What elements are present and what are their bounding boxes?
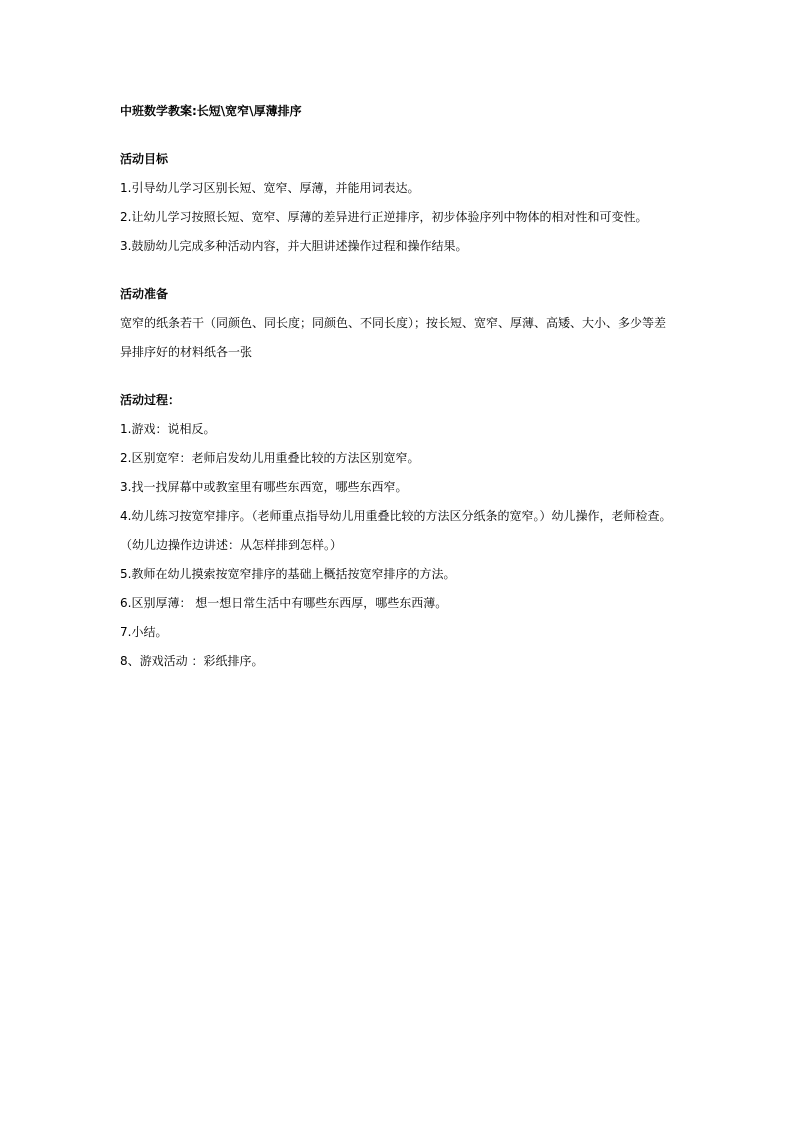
process-item: 3.找一找屏幕中或教室里有哪些东西宽，哪些东西窄。 bbox=[120, 480, 408, 494]
preparation-text-line: 宽窄的纸条若干（同颜色、同长度；同颜色、不同长度）；按长短、宽窄、厚薄、高矮、大小、多少等差 bbox=[120, 316, 667, 330]
process-item: 1.游戏：说相反。 bbox=[120, 422, 216, 436]
process-item: 2.区别宽窄：老师启发幼儿用重叠比较的方法区别宽窄。 bbox=[120, 451, 420, 465]
document-title: 中班数学教案:长短\宽窄\厚薄排序 bbox=[120, 104, 302, 118]
process-item: 7.小结。 bbox=[120, 625, 168, 639]
process-item: 6.区别厚薄： 想一想日常生活中有哪些东西厚，哪些东西薄。 bbox=[120, 596, 448, 610]
process-item: 4.幼儿练习按宽窄排序。（老师重点指导幼儿用重叠比较的方法区分纸条的宽窄。）幼儿操作，老师检查。 bbox=[120, 509, 672, 523]
process-section bbox=[120, 390, 680, 671]
process-heading: 活动过程： bbox=[120, 393, 181, 407]
goal-item: 3.鼓励幼儿完成多种活动内容，并大胆讲述操作过程和操作结果。 bbox=[120, 239, 468, 253]
process-item: 5.教师在幼儿摸索按宽窄排序的基础上概括按宽窄排序的方法。 bbox=[120, 567, 456, 581]
goals-section bbox=[120, 149, 680, 256]
preparation-text-line: 异排序好的材料纸各一张 bbox=[120, 345, 253, 359]
process-item: （幼儿边操作边讲述：从怎样排到怎样。） bbox=[120, 538, 343, 552]
preparation-section bbox=[120, 284, 680, 362]
preparation-heading: 活动准备 bbox=[120, 287, 169, 301]
goals-heading: 活动目标 bbox=[120, 152, 169, 166]
goal-item: 1.引导幼儿学习区别长短、宽窄、厚薄，并能用词表达。 bbox=[120, 181, 420, 195]
process-item: 8、游戏活动 ：彩纸排序。 bbox=[120, 654, 264, 668]
document-page bbox=[120, 101, 680, 680]
goal-item: 2.让幼儿学习按照长短、宽窄、厚薄的差异进行正逆排序，初步体验序列中物体的相对性和可变性。 bbox=[120, 210, 648, 224]
